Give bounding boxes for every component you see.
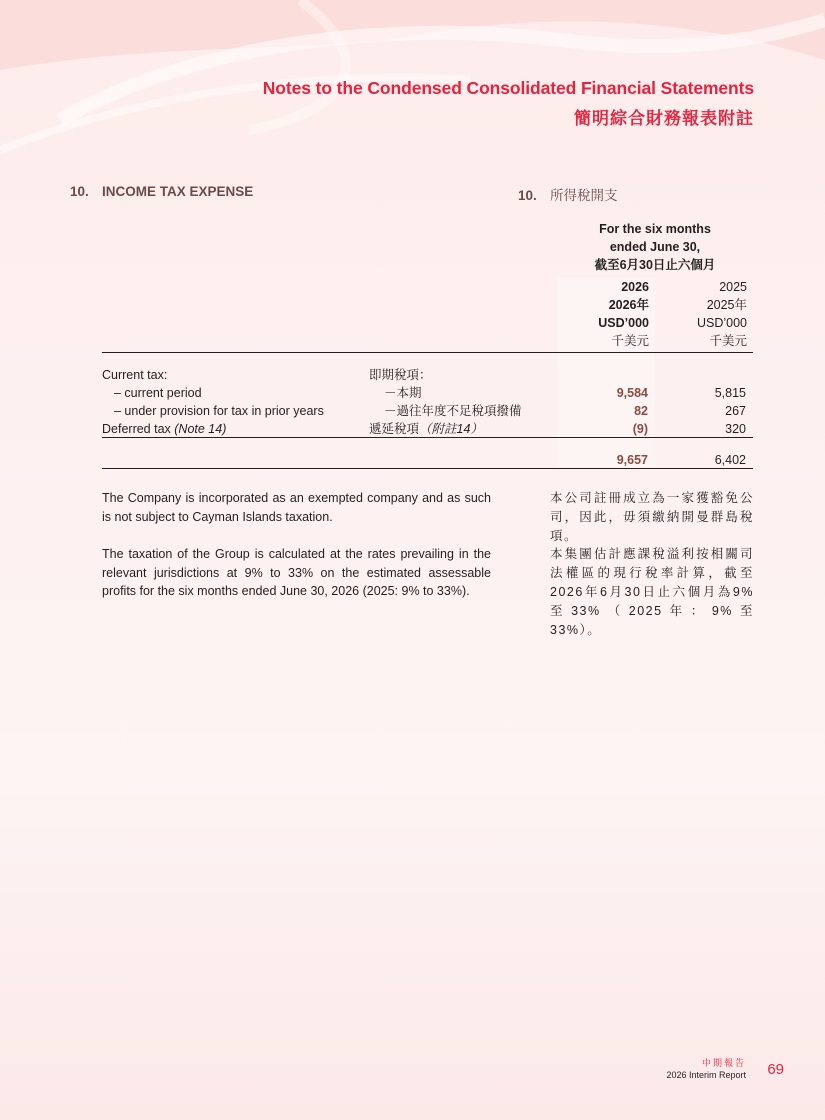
value-2025: 320 [725,422,746,436]
page-footer [666,1057,746,1081]
page-header [263,78,754,129]
note-reference: (Note 14) [174,422,227,436]
unit-zh: 千美元 [611,334,649,348]
section-number-en: 10. [70,184,89,199]
paragraph-zh-1: 本公司註冊成立為一家獲豁免公司，因此，毋須繳納開曼群島稅項。 [550,491,754,543]
unit-zh: 千美元 [709,334,747,348]
row-label-en [102,420,226,438]
row-label-en: – under provision for tax in prior years [114,404,324,418]
section-title-zh: 所得稅開支 [550,188,618,203]
unit-en: USD’000 [696,316,747,330]
footer-report-en: 2026 Interim Report [666,1070,746,1080]
total-2026: 9,657 [616,453,648,467]
subtotal-rule [102,437,753,438]
value-2026: (9) [632,422,648,436]
value-2025: 5,815 [714,386,746,400]
period-label-zh: 截至6月30日止六個月 [594,258,716,272]
section-heading-en [70,184,253,199]
year-en: 2026 [621,280,649,294]
section-title-en: INCOME TAX EXPENSE [102,184,254,199]
row-label-en: – current period [114,386,202,400]
paragraph-en-2: The taxation of the Group is calculated at the rates prevailing in the relevant jurisdictions at 9% to 33% on the estimated assessable profits for the six months ended June 30, 2026 (2025: 9% to 33%). [102,547,491,598]
value-2025: 267 [725,404,746,418]
year-zh: 2026年 [608,298,649,312]
section-heading-zh [518,184,618,204]
footer-report-zh: 中期報告 [701,1058,746,1068]
row-label-zh: 即期稅項： [369,368,432,382]
value-2026: 9,584 [616,386,648,400]
label-text: 遞延稅項 [369,422,420,436]
total-2025: 6,402 [714,453,746,467]
page-number: 69 [767,1061,784,1078]
label-text: Deferred tax [102,422,175,436]
period-label-en-1: For the six months [599,222,711,236]
period-label-en-2: ended June 30, [609,240,701,254]
row-label-en: Current tax: [102,368,168,382]
row-label-zh: －過往年度不足稅項撥備 [384,404,522,418]
value-2026: 82 [634,404,648,418]
row-label-zh: －本期 [384,386,422,400]
year-en: 2025 [719,280,747,294]
paragraph-zh-2: 本集團估計應課稅溢利按相關司法權區的現行稅率計算，截至2026年6月30日止六個月為9%至33%（2025年：9%至33%）。 [550,547,754,637]
unit-en: USD’000 [598,316,649,330]
table-period-header [557,220,753,274]
header-title-en: Notes to the Condensed Consolidated Financial Statements [262,78,754,98]
paragraph-en-1: The Company is incorporated as an exempted company and as such is not subject to Cayman Islands taxation. [102,491,491,524]
row-label-zh [369,420,483,438]
total-rule [102,468,753,469]
section-number-zh: 10. [518,188,537,203]
year-zh: 2025年 [706,298,747,312]
header-title-zh: 簡明綜合財務報表附註 [574,109,754,128]
table-header-rule [102,352,753,353]
note-reference: （附註14） [419,422,483,436]
column-header-2026 [557,278,649,350]
column-header-2025 [655,278,747,350]
